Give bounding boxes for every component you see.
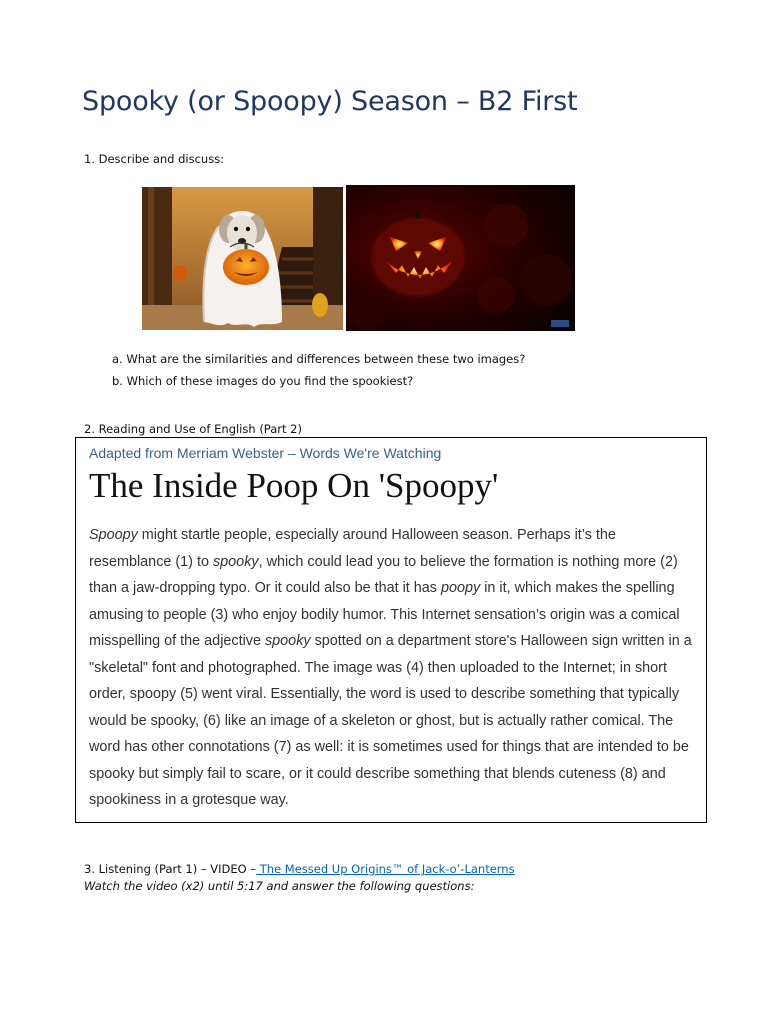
page-title: Spooky (or Spoopy) Season – B2 First (82, 86, 578, 117)
article-source: Adapted from Merriam Webster – Words We're Watching (89, 445, 442, 461)
term-poopy: poopy (440, 580, 481, 596)
question-3-prefix: 3. Listening (Part 1) – VIDEO – (84, 862, 257, 876)
article-title: The Inside Poop On 'Spoopy' (89, 466, 499, 505)
paragraph-text: might startle people, especially around Halloween season. Perhaps it’s the resemblance (1) to (89, 527, 616, 570)
paragraph-text: in it, which makes the spelling amusing to people (3) who enjoy bodily humor. This Internet sensation’s origin was a comical misspelling of the adjective (89, 580, 680, 649)
ghost-dog-icon (142, 187, 343, 330)
article-box (75, 437, 707, 823)
term-spooky: spooky (212, 553, 259, 570)
video-link[interactable]: The Messed Up Origins™ of Jack-o’-Lanterns (256, 862, 515, 876)
term-spoopy: Spoopy (89, 527, 138, 543)
article-paragraph (89, 522, 701, 814)
paragraph-text: spotted on a department store's Halloween sign written in a "skeletal" font and photographed. The image was (4) then uploaded to the Internet; in short order, spoopy (5) went viral. Essentially, the word is used to describe something that typically would be spooky, (6) like an image of a skeleton or ghost, but is actually rather comical. The word has other connotations (7) as well: it is sometimes used for things that are intended to be spooky but simply fail to scare, or it could describe something that blends cuteness (8) and spookiness in a grotesque way. (89, 633, 692, 808)
question-1-label: 1. Describe and discuss: (84, 152, 225, 166)
jack-o-lantern-image (346, 185, 575, 331)
question-3-label (84, 862, 515, 876)
term-spooky: spooky (264, 633, 311, 649)
question-1a: a. What are the similarities and differences between these two images? (112, 352, 526, 366)
question-2-label: 2. Reading and Use of English (Part 2) (84, 422, 302, 436)
jack-o-lantern-icon (346, 185, 575, 331)
ghost-dog-image (142, 187, 343, 330)
paragraph-text: , which could lead you to believe the formation is nothing more (2) than a jaw-dropping typo. Or it could also be that it has (89, 553, 678, 596)
question-1b: b. Which of these images do you find the spookiest? (112, 374, 414, 388)
listening-instruction: Watch the video (x2) until 5:17 and answer the following questions: (84, 879, 475, 893)
